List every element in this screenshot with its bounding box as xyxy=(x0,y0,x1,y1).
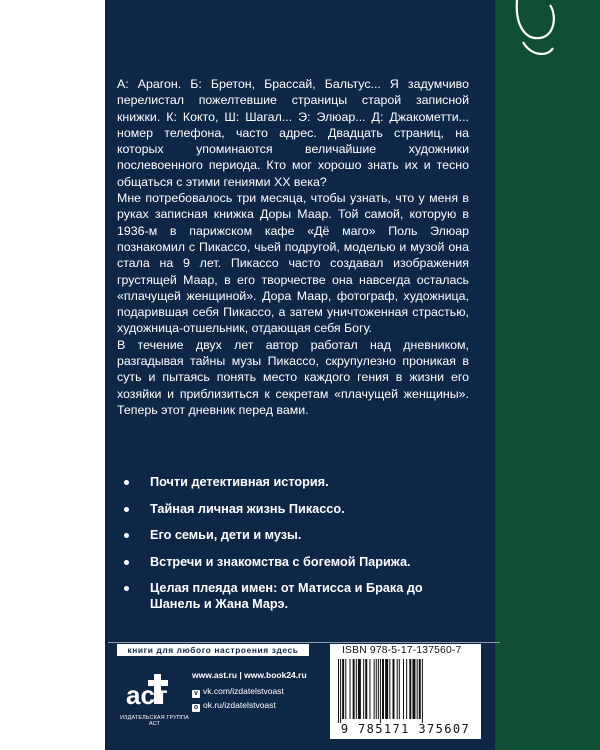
feature-list xyxy=(122,474,472,623)
bullet-icon xyxy=(124,507,129,512)
publisher-group-label: ИЗДАТЕЛЬСКАЯ ГРУППА АСТ xyxy=(120,715,189,727)
bullet-icon xyxy=(124,480,129,485)
feature-item xyxy=(122,501,472,517)
vk-link[interactable] xyxy=(192,686,284,698)
ast-logo-icon xyxy=(124,672,179,712)
annotation-paragraph: Мне потребовалось три месяца, чтобы узнать, что у меня в руках записная книжка Доры Маар. Той самой, которую в 1936-м в парижском кафе «Дё маго» Поль Элюар познакомил с Пикассо, чьей подругой, моделью и музой она стала на 9 лет. Пикассо часто создавал изображения грустящей Маар, в его творчестве она навсегда осталась «плачущей женщиной». Дора Маар, фотограф, художница, подарившая себя Пикассо, а затем уничтоженная страстью, художница-отшельник, отдающая себя Богу. xyxy=(117,191,469,336)
feature-item xyxy=(122,474,472,490)
annotation-text xyxy=(117,76,469,418)
spine-ornament-icon xyxy=(495,0,600,60)
footer-divider xyxy=(108,642,500,643)
vk-icon: v xyxy=(192,690,200,698)
slogan-banner: книги для любого настроения здесь xyxy=(117,644,309,656)
feature-text: Тайная личная жизнь Пикассо. xyxy=(150,501,345,516)
barcode-digits: 9 785171 375607 xyxy=(340,722,471,736)
annotation-paragraph: А: Арагон. Б: Бретон, Брассай, Бальтус... Я задумчиво перелистал пожелтевшие страницы старой записной книжки. К: Кокто, Ш: Шагал... Э: Элюар... Д: Джакометти... номер телефона, часто адрес. Двадцать страниц, на которых упоминаются величайшие художники послевоенного периода. Кто мог хорошо знать их и тесно общаться с этими гениями XX века? xyxy=(117,77,469,189)
feature-text: Целая плеяда имен: от Матисса и Брака до Шанель и Жана Марэ. xyxy=(150,581,423,611)
feature-item xyxy=(122,580,472,612)
ok-link[interactable] xyxy=(192,700,276,712)
isbn-number: ISBN 978-5-17-137560-7 xyxy=(342,645,462,656)
feature-text: Его семьи, дети и музы. xyxy=(150,528,302,542)
feature-item xyxy=(122,554,472,570)
bullet-icon xyxy=(124,586,129,591)
barcode-image xyxy=(336,659,476,723)
ok-icon: o xyxy=(193,704,199,711)
feature-text: Встречи и знакомства с богемой Парижа. xyxy=(150,554,411,569)
vk-link-text: vk.com/izdatelstvoast xyxy=(203,686,284,696)
feature-item xyxy=(122,527,472,543)
annotation-paragraph: В течение двух лет автор работал над дневником, разгадывая тайны музы Пикассо, скрупулезно проникая в суть и пытаясь понять место каждого гения в жизни его хозяйки и приблизиться к секретам «плачущей женщины». Теперь этот дневник перед вами. xyxy=(117,337,469,417)
ok-link-text: ok.ru/izdatelstvoast xyxy=(203,700,276,710)
bullet-icon xyxy=(124,533,129,538)
website-link[interactable]: www.ast.ru | www.book24.ru xyxy=(192,670,307,680)
feature-text: Почти детективная история. xyxy=(150,475,329,489)
ast-logo-text: аст xyxy=(126,680,168,710)
book-spine xyxy=(495,0,600,750)
bullet-icon xyxy=(124,560,129,565)
isbn-barcode-block xyxy=(330,644,481,739)
